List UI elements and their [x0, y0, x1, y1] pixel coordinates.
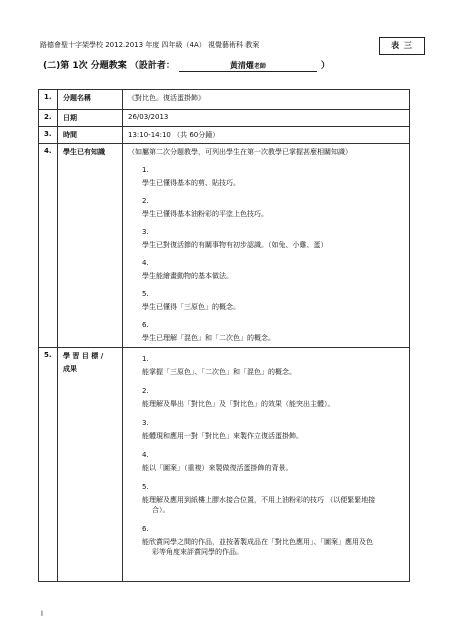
outcomes-label-line2: 成果: [63, 365, 77, 373]
list-item-number: 5.: [142, 290, 149, 298]
designer-field: [179, 60, 317, 72]
list-item-number: 3.: [142, 228, 149, 236]
title-prefix: (二)第 1次 分題教案 （設計者：: [43, 61, 175, 71]
row-label: 時間: [58, 127, 123, 144]
list-item-text: 能欣賞同學之間的作品，並按著製成品在「對比色應用」、「圖案」應用及色: [142, 538, 373, 546]
school-header-line: 路德會聖十字架學校 2012.2013 年度 四年級（4A） 視覺藝術科 教案: [40, 41, 260, 49]
table-row: [39, 127, 410, 144]
list-item-number: 2.: [142, 197, 149, 205]
row-value: 26/03/2013: [123, 110, 410, 127]
row-label: 日期: [58, 110, 123, 127]
prior-knowledge-intro: （如屬第二次分題教學，可列出學生在第一次教學已掌握甚麼相關知識）: [128, 148, 352, 156]
table-row: [39, 90, 410, 110]
list-item: 學生能繪畫動物的基本做法。: [142, 272, 233, 280]
prior-knowledge-cell: [123, 144, 410, 348]
list-item-text: 能以「圖案」（重複）來製做復活蛋掛飾的背景。: [142, 464, 293, 472]
list-item-text: 能理解及舉出「對比色」及「對比色」的效果（能突出主體）。: [142, 400, 335, 408]
list-item-continuation: 合）。: [152, 506, 170, 514]
list-item: 學生已理解「混色」和「二次色」的概念。: [142, 334, 275, 342]
title-suffix: ）: [320, 61, 330, 71]
list-item: [142, 495, 404, 515]
list-item: [142, 399, 404, 409]
list-item: [142, 367, 404, 377]
lesson-plan-title: [43, 58, 330, 72]
list-item: 學生已懂得「三原色」的概念。: [142, 303, 240, 311]
list-item-text: 能掌握「三原色」、「二次色」和「混色」的概念。: [142, 368, 296, 376]
list-item-text: 能理解及應用到紙樓上膠水接合位置，不用上油粉彩的技巧 （以便緊緊地接: [142, 496, 376, 504]
outcomes-cell: [123, 348, 410, 582]
row-value: 《對比色。復活蛋掛飾》: [123, 90, 410, 110]
row-number: 4.: [39, 144, 58, 348]
list-item-number: 4.: [142, 259, 149, 267]
designer-name: 黃清燿: [229, 61, 254, 70]
list-item: [142, 463, 404, 473]
designer-title: 老師: [253, 63, 266, 70]
list-item-text: 能體現和應用一對「對比色」來製作立復活蛋掛飾。: [142, 432, 303, 440]
list-item: 學生已對復活節的有關事物有初步認識。（如兔、小雞、蛋）: [142, 241, 328, 249]
row-label: 分題名稱: [58, 90, 123, 110]
list-item-number: 1.: [142, 166, 149, 174]
list-item-number: 1.: [142, 355, 149, 363]
lesson-plan-table: [38, 89, 410, 582]
list-item: [142, 431, 404, 441]
list-item-number: 6.: [142, 525, 149, 533]
list-item-number: 2.: [142, 387, 149, 395]
list-item-number: 3.: [142, 419, 149, 427]
list-item-continuation: 彩等角度來評賞同學的作品。: [152, 548, 243, 556]
outcomes-label-line1: 學 習 目 標 /: [63, 352, 104, 360]
list-item-number: 6.: [142, 321, 149, 329]
row-number: 3.: [39, 127, 58, 144]
list-item-number: 5.: [142, 483, 149, 491]
row-label: 學生已有知識: [58, 144, 123, 348]
row-number: 1.: [39, 90, 58, 110]
table-row-outcomes: [39, 348, 410, 582]
footer-mark: l: [41, 610, 43, 618]
list-item: 學生已懂得基本的剪、貼技巧。: [142, 179, 240, 187]
row-number: 5.: [39, 348, 58, 582]
list-item: [142, 537, 404, 557]
row-label: [58, 348, 123, 582]
list-item: 學生已懂得基本油粉彩的平塗上色技巧。: [142, 210, 268, 218]
table-row: [39, 110, 410, 127]
table-row-prior-knowledge: [39, 144, 410, 348]
row-value: 13:10-14:10 （共 60分鐘）: [123, 127, 410, 144]
list-item-number: 4.: [142, 451, 149, 459]
row-number: 2.: [39, 110, 58, 127]
table-number-box: 表 三: [379, 37, 425, 55]
